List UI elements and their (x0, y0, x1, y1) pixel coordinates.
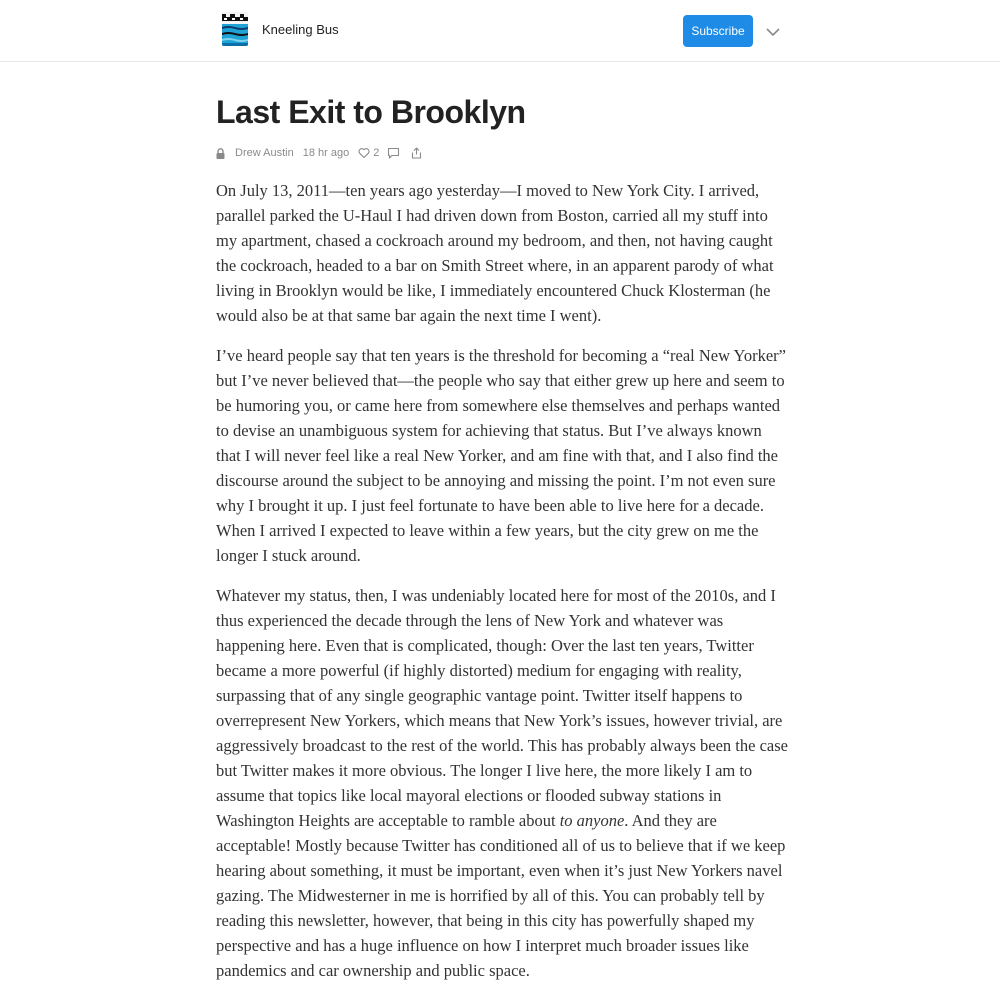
like-count: 2 (373, 147, 380, 159)
post-body (216, 178, 790, 998)
share-icon[interactable] (411, 147, 422, 159)
post-title: Last Exit to Brooklyn (216, 94, 526, 130)
chevron-down-icon[interactable] (765, 26, 781, 38)
paragraph-text: Whatever my status, then, I was undeniably located here for most of the 2010s, and I thus experienced the decade through the lens of New York and whatever was happening here. Even that is complicated, though: Over the last ten years, Twitter became a more powerful (if highly distorted) medium for engaging with reality, surpassing that of any single geographic vantage point. Twitter itself happens to overrepresent New Yorkers, which means that New York’s issues, however trivial, are aggressively broadcast to the rest of the world. This has probably always been the case but Twitter makes it more obvious. The longer I live here, the more likely I am to assume that topics like local mayoral elections or flooded subway stations in Washington Heights are acceptable to ramble about (216, 586, 788, 830)
top-navigation-bar (0, 0, 1000, 62)
author-name[interactable]: Drew Austin (235, 147, 294, 159)
publication-name[interactable]: Kneeling Bus (262, 22, 339, 37)
lock-icon (216, 148, 225, 159)
post-meta (216, 145, 422, 161)
paragraph: On July 13, 2011—ten years ago yesterday—I moved to New York City. I arrived, parallel parked the U-Haul I had driven down from Boston, carried all my stuff into my apartment, chased a cockroach around my bedroom, and then, not having caught the cockroach, headed to a bar on Smith Street where, in an apparent parody of what living in Brooklyn would be like, I immediately encountered Chuck Klosterman (he would also be at that same bar again the next time I went). (216, 181, 774, 325)
emphasis-text: to anyone (559, 811, 625, 830)
paragraph (216, 583, 790, 983)
subscribe-button[interactable]: Subscribe (683, 15, 753, 47)
publication-logo[interactable] (222, 12, 248, 46)
comment-icon[interactable] (387, 147, 400, 159)
paragraph-text: . And they are acceptable! Mostly because Twitter has conditioned all of us to believe that if we keep hearing about something, it must be important, even when it’s just New Yorkers navel gazing. The Midwesterner in me is horrified by all of this. You can probably tell by reading this newsletter, however, that being in this city has powerfully shaped my perspective and has a huge influence on how I interpret much broader issues like pandemics and car ownership and public space. (216, 811, 786, 980)
paragraph: I’ve heard people say that ten years is the threshold for becoming a “real New Yorker” but I’ve never believed that—the people who say that either grew up here and seem to be humoring you, or came here from somewhere else themselves and perhaps wanted to devise an unambiguous system for achieving that status. But I’ve always known that I will never feel like a real New Yorker, and am fine with that, and I also find the discourse around the subject to be annoying and missing the point. I’m not even sure why I brought it up. I just feel fortunate to have been able to live here for a decade. When I arrived I expected to leave within a few years, but the city grew on me the longer I stuck around. (216, 346, 786, 565)
post-date: 18 hr ago (302, 147, 350, 159)
heart-icon[interactable] (358, 147, 370, 159)
